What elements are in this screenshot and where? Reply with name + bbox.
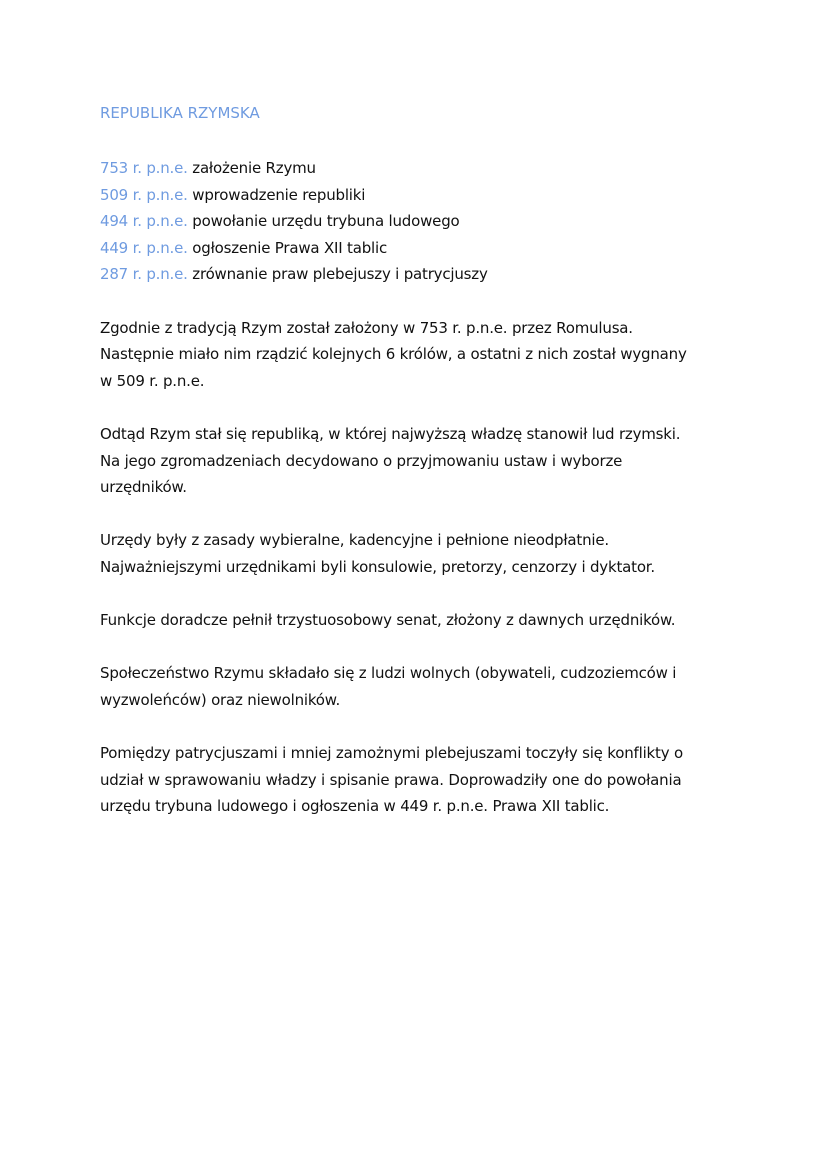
timeline-event: założenie Rzymu xyxy=(192,159,316,177)
paragraph xyxy=(100,660,780,713)
paragraph-line: wyzwoleńców) oraz niewolników. xyxy=(100,690,341,709)
paragraph-line: Następnie miało nim rządzić kolejnych 6 królów, a ostatni z nich został wygnany xyxy=(100,345,687,364)
paragraph-line: Pomiędzy patrycjuszami i mniej zamożnymi plebejuszami toczyły się konflikty o xyxy=(100,744,683,763)
paragraph xyxy=(100,315,780,395)
timeline-item xyxy=(100,235,780,262)
paragraph-line: urzędu trybuna ludowego i ogłoszenia w 449 r. p.n.e. Prawa XII tablic. xyxy=(100,797,610,816)
timeline-event: powołanie urzędu trybuna ludowego xyxy=(192,212,460,231)
timeline-event: wprowadzenie republiki xyxy=(192,185,366,204)
paragraph-line: Na jego zgromadzeniach decydowano o przyjmowaniu ustaw i wyborze xyxy=(100,451,623,470)
timeline-item xyxy=(100,261,780,288)
paragraph-line: urzędników. xyxy=(100,478,187,497)
timeline-event: ogłoszenie Prawa XII tablic xyxy=(192,238,388,257)
paragraph xyxy=(100,740,780,820)
timeline-date: 449 r. p.n.e. xyxy=(100,238,188,257)
paragraph xyxy=(100,607,780,634)
timeline-date: 494 r. p.n.e. xyxy=(100,212,188,231)
paragraph-line: Odtąd Rzym stał się republiką, w której najwyższą władzę stanowił lud rzymski. xyxy=(100,424,681,443)
timeline-item xyxy=(100,182,780,209)
paragraph-line: Najważniejszymi urzędnikami byli konsulowie, pretorzy, cenzorzy i dyktator. xyxy=(100,557,655,576)
timeline-item xyxy=(100,155,780,182)
document-title: REPUBLIKA RZYMSKA xyxy=(100,104,260,122)
paragraph-line: Urzędy były z zasady wybieralne, kadencyjne i pełnione nieodpłatnie. xyxy=(100,531,609,550)
paragraph-line: w 509 r. p.n.e. xyxy=(100,371,205,390)
document-page xyxy=(100,102,780,846)
timeline-item xyxy=(100,208,780,235)
timeline-date: 509 r. p.n.e. xyxy=(100,185,188,204)
timeline-date: 753 r. p.n.e. xyxy=(100,159,188,177)
paragraph xyxy=(100,527,780,580)
paragraph-line: Społeczeństwo Rzymu składało się z ludzi wolnych (obywateli, cudzoziemców i xyxy=(100,664,677,683)
timeline-list xyxy=(100,155,780,288)
timeline-date: 287 r. p.n.e. xyxy=(100,265,188,284)
timeline-event: zrównanie praw plebejuszy i patrycjuszy xyxy=(192,265,488,284)
paragraph-line: Funkcje doradcze pełnił trzystuosobowy senat, złożony z dawnych urzędników. xyxy=(100,611,676,630)
paragraph xyxy=(100,421,780,501)
document-body xyxy=(100,315,780,820)
paragraph-line: udział w sprawowaniu władzy i spisanie prawa. Doprowadziły one do powołania xyxy=(100,770,682,789)
paragraph-line: Zgodnie z tradycją Rzym został założony w 753 r. p.n.e. przez Romulusa. xyxy=(100,318,633,337)
